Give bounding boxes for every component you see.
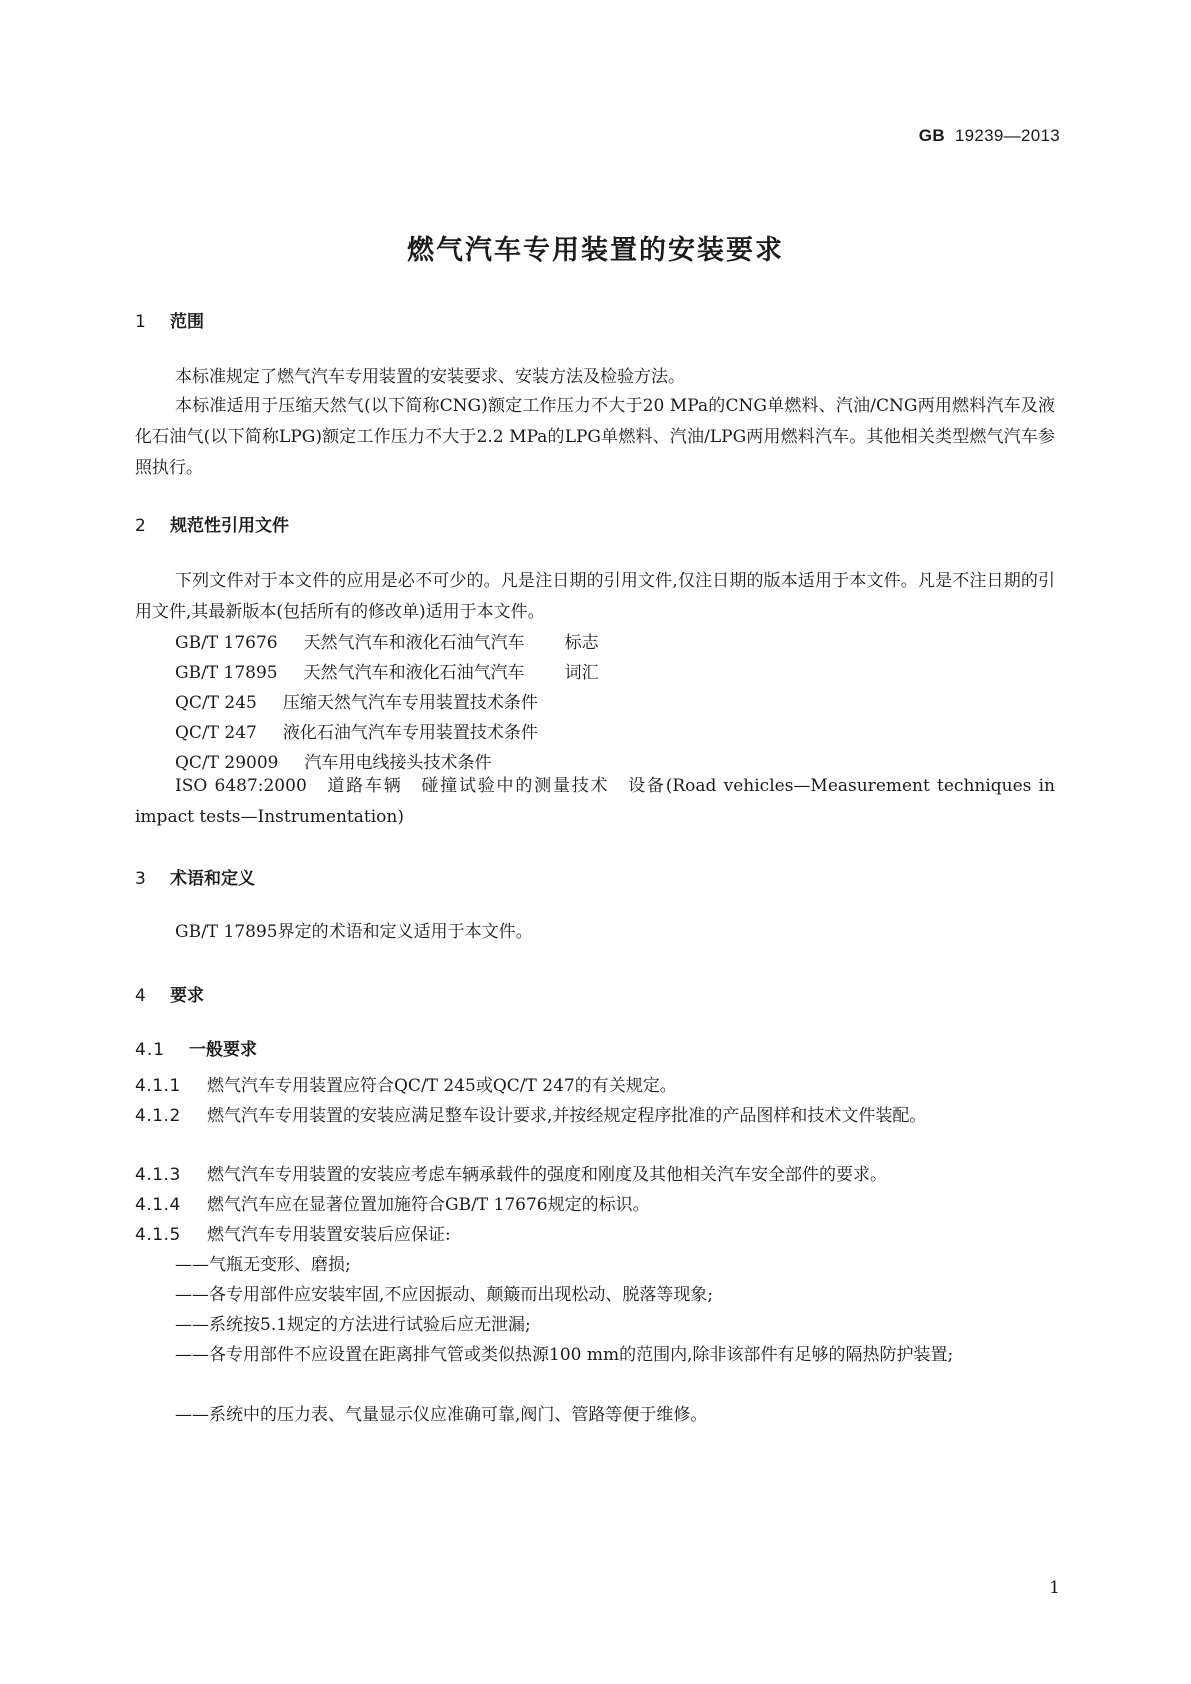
reference-code: QC/T 29009 (175, 753, 279, 773)
clause-number: 4.1.5 (135, 1225, 181, 1245)
clause (135, 1190, 1055, 1221)
reference-code: GB/T 17895 (175, 663, 278, 683)
paragraph: 下列文件对于本文件的应用是必不可少的。凡是注日期的引用文件,仅注日期的版本适用于本文件。凡是不注日期的引用文件,其最新版本(包括所有的修改单)适用于本文件。 (135, 571, 1055, 622)
clause (135, 1071, 1055, 1102)
list-item: ——系统中的压力表、气量显示仪应准确可靠,阀门、管路等便于维修。 (175, 1405, 708, 1425)
clause-text: 燃气汽车专用装置的安装应满足整车设计要求,并按经规定程序批准的产品图样和技术文件装配。 (207, 1106, 927, 1126)
reference-code: QC/T 247 (175, 723, 257, 743)
clause-number: 4.1.3 (135, 1165, 181, 1185)
clause-number: 4.1.2 (135, 1106, 181, 1126)
section-heading-3 (135, 864, 255, 889)
reference-code: QC/T 245 (175, 693, 257, 713)
clause-number: 4.1.4 (135, 1195, 181, 1215)
subsection-heading-4-1 (135, 1035, 257, 1060)
reference-title: 压缩天然气汽车专用装置技术条件 (282, 693, 538, 713)
reference-part: 词汇 (564, 663, 599, 683)
section-heading-2 (135, 511, 289, 536)
paragraph: 本标准规定了燃气汽车专用装置的安装要求、安装方法及检验方法。 (175, 367, 685, 387)
iso-reference: ISO 6487:2000 道路车辆 碰撞试验中的测量技术 设备(Road vehicles—Measurement techniques in impact tests—Instrumentation) (135, 776, 1055, 827)
paragraph: GB/T 17895界定的术语和定义适用于本文件。 (175, 922, 533, 942)
reference-part: 标志 (564, 633, 599, 653)
subsection-title: 一般要求 (189, 1040, 257, 1060)
clause-text: 燃气汽车应在显著位置加施符合GB/T 17676规定的标识。 (207, 1195, 650, 1215)
section-number: 3 (135, 869, 146, 889)
normative-reference (175, 658, 599, 683)
normative-reference (175, 718, 538, 743)
page-number: 1 (1049, 1578, 1060, 1598)
reference-title: 汽车用电线接头技术条件 (304, 753, 492, 773)
section-title: 术语和定义 (170, 869, 255, 889)
normative-reference (175, 628, 599, 653)
list-item: ——各专用部件不应设置在距离排气管或类似热源100 mm的范围内,除非该部件有足够的隔热防护装置; (175, 1345, 954, 1365)
reference-title: 天然气汽车和液化石油气汽车 (303, 633, 525, 653)
section-title: 范围 (170, 312, 204, 332)
clause (135, 1101, 1055, 1132)
clause-text: 燃气汽车专用装置的安装应考虑车辆承载件的强度和刚度及其他相关汽车安全部件的要求。 (207, 1165, 887, 1185)
clause (135, 1220, 1055, 1251)
section-title: 要求 (170, 986, 204, 1006)
clause (135, 1160, 1055, 1191)
list-item: ——气瓶无变形、磨损; (175, 1255, 351, 1275)
section-number: 2 (135, 516, 146, 536)
list-item: ——各专用部件应安装牢固,不应因振动、颠簸而出现松动、脱落等现象; (175, 1285, 714, 1305)
clause-text: 燃气汽车专用装置安装后应保证: (207, 1225, 451, 1245)
normative-reference (175, 688, 538, 713)
paragraph: 本标准适用于压缩天然气(以下简称CNG)额定工作压力不大于20 MPa的CNG单燃料、汽油/CNG两用燃料汽车及液化石油气(以下简称LPG)额定工作压力不大于2.2 MPa的LPG单燃料、汽油/LPG两用燃料汽车。其他相关类型燃气汽车参照执行。 (135, 396, 1055, 478)
section-number: 4 (135, 986, 146, 1006)
list-item: ——系统按5.1规定的方法进行试验后应无泄漏; (175, 1315, 531, 1335)
standard-code: 19239—2013 (954, 126, 1060, 145)
section-heading-4 (135, 981, 204, 1006)
reference-title: 液化石油气汽车专用装置技术条件 (282, 723, 538, 743)
standard-number (919, 126, 1060, 146)
subsection-number: 4.1 (135, 1040, 166, 1060)
clause-text: 燃气汽车专用装置应符合QC/T 245或QC/T 247的有关规定。 (207, 1076, 677, 1096)
reference-title: 天然气汽车和液化石油气汽车 (303, 663, 525, 683)
normative-reference (175, 748, 492, 773)
standard-prefix: GB (918, 126, 945, 145)
clause-number: 4.1.1 (135, 1076, 181, 1096)
section-title: 规范性引用文件 (170, 516, 289, 536)
document-title: 燃气汽车专用装置的安装要求 (407, 235, 784, 266)
section-number: 1 (135, 312, 146, 332)
reference-code: GB/T 17676 (175, 633, 278, 653)
section-heading-1 (135, 307, 204, 332)
